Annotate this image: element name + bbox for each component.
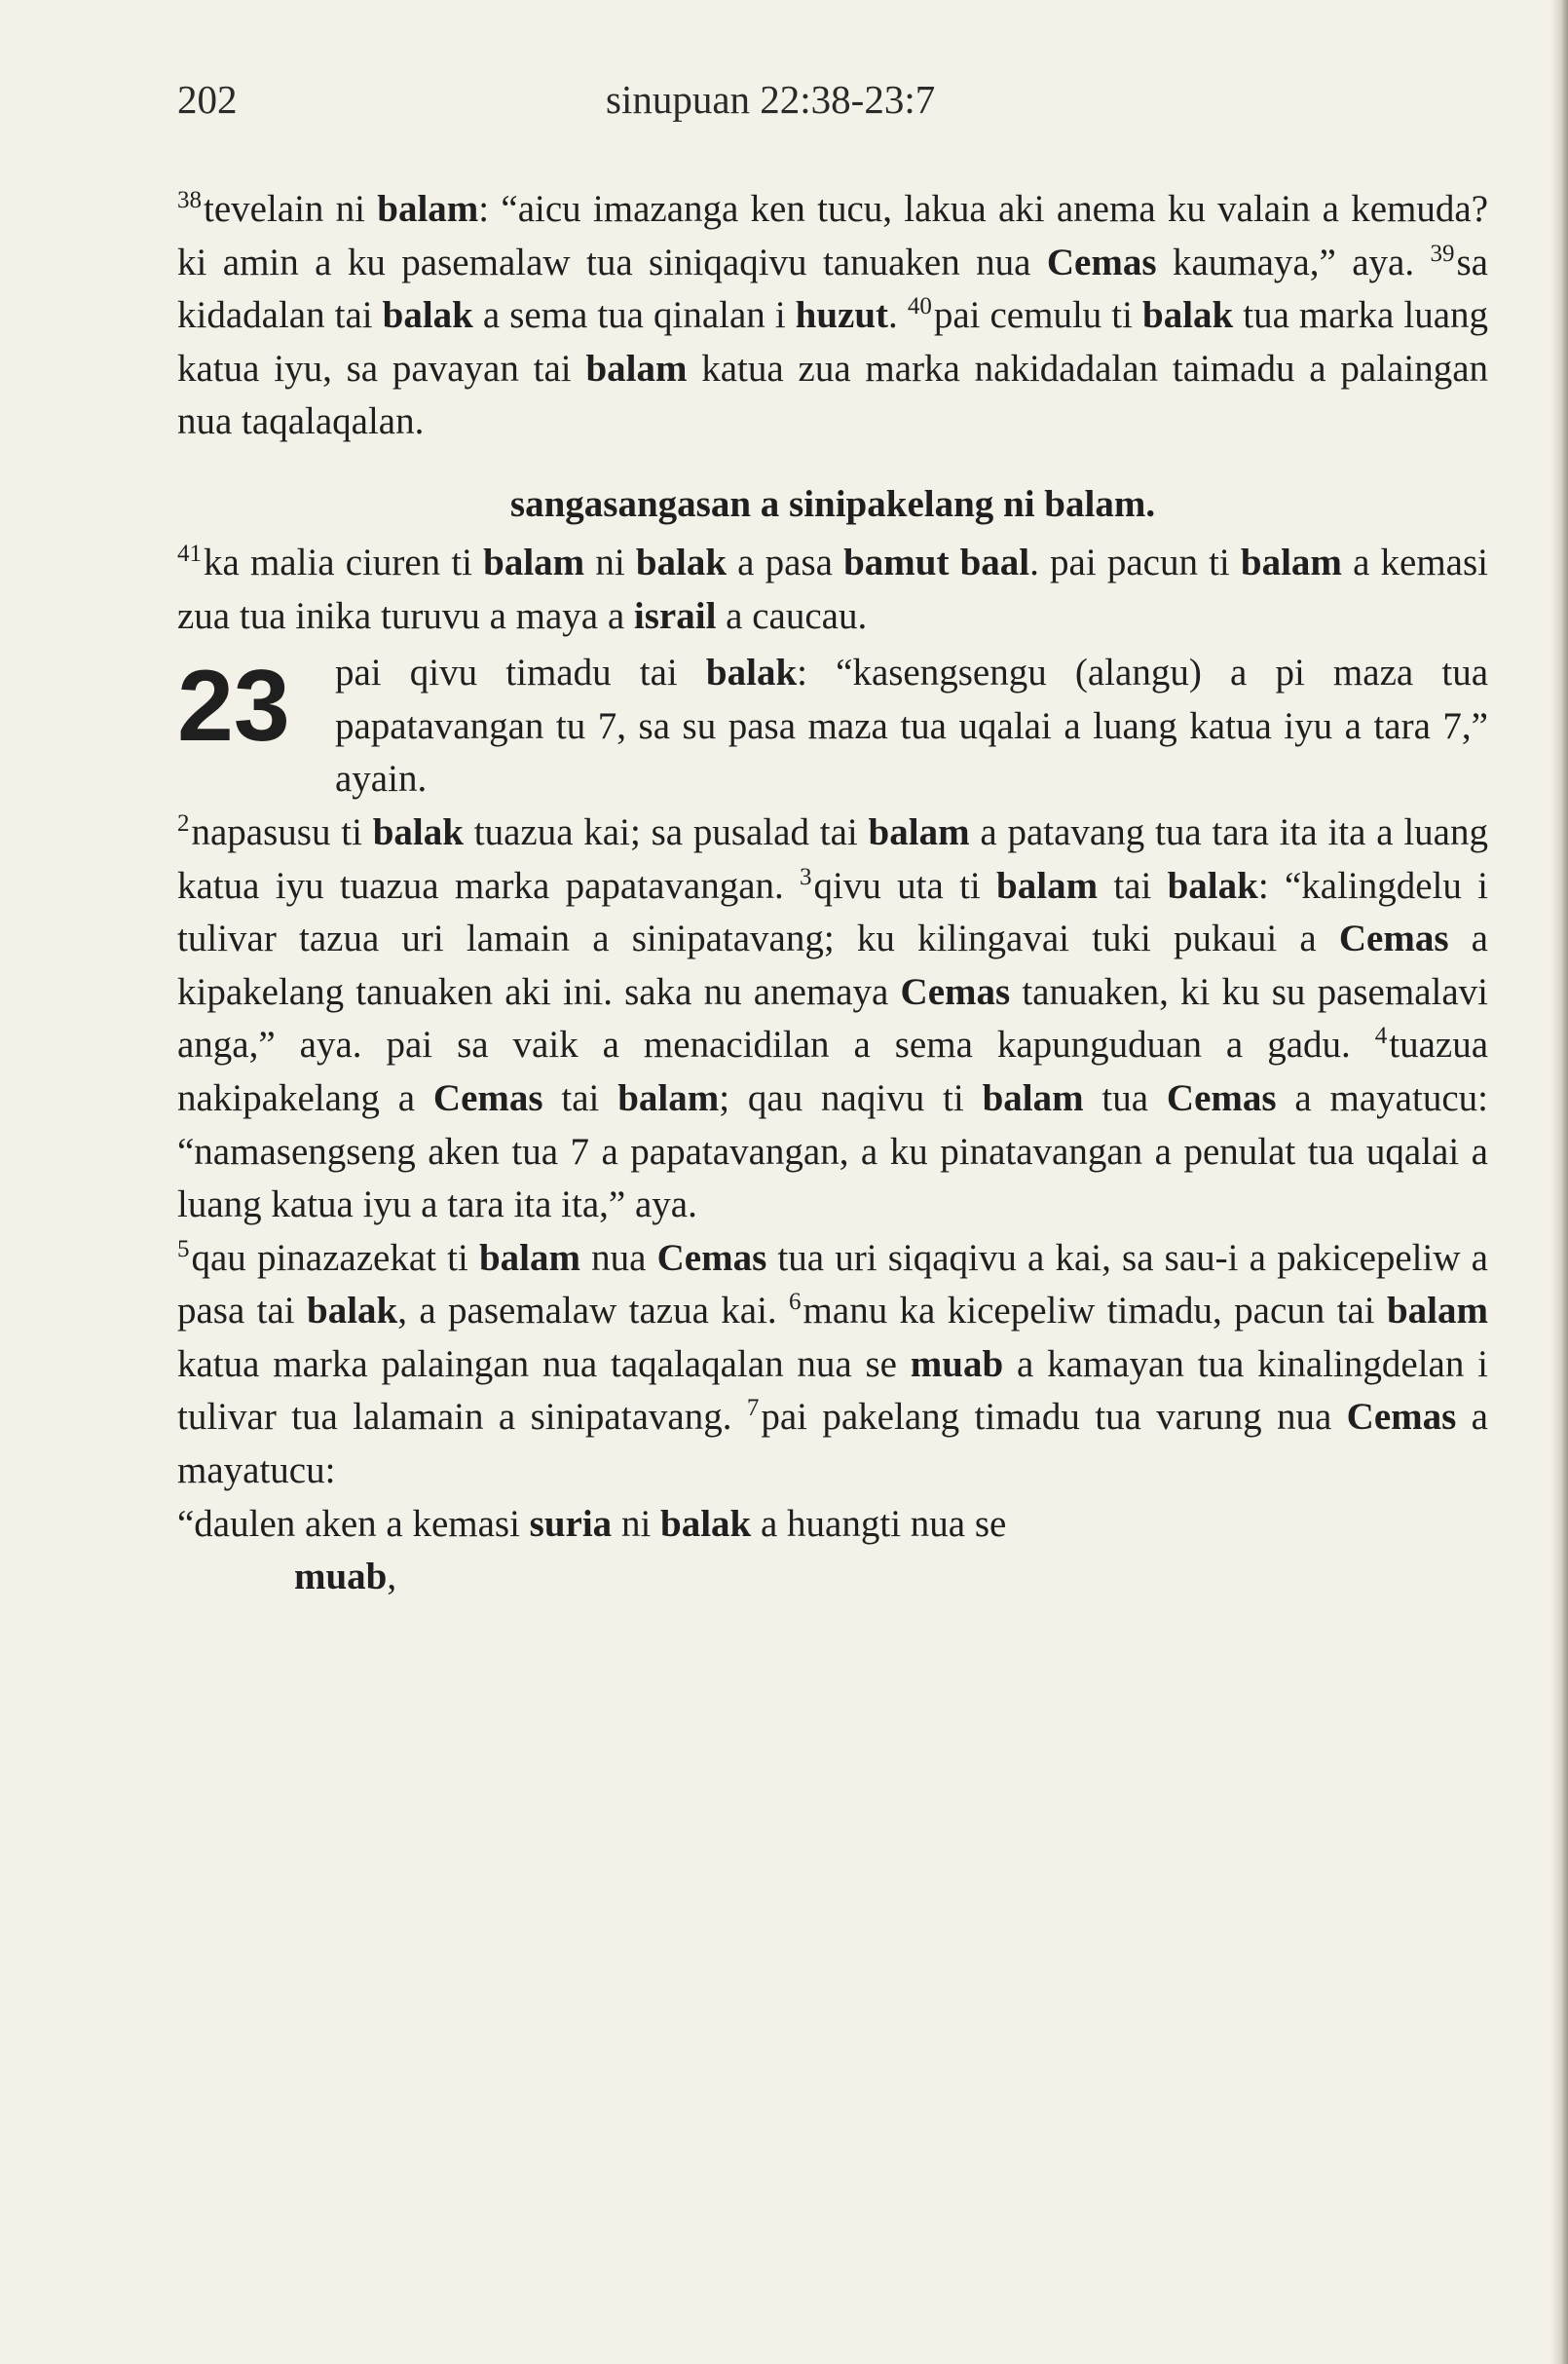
proper-name: balam	[585, 347, 688, 390]
paragraph-verses-38-40	[177, 183, 1488, 449]
verse-number: 5	[177, 1235, 190, 1262]
verse-text: tanuaken, ki ku su pasemalavi anga,” aya. pai sa vaik a menacidilan a sema kapunguduan a gadu.	[177, 970, 1488, 1067]
page-edge	[1550, 0, 1568, 2364]
page-number: 202	[177, 77, 238, 122]
verse-text: a caucau.	[716, 594, 868, 637]
paragraph-verses-2-4	[177, 807, 1488, 1232]
verse-text: . pai pacun ti	[1029, 541, 1241, 583]
verse-text: manu ka kicepeliw timadu, pacun tai	[803, 1290, 1387, 1332]
book-page	[177, 58, 1488, 1604]
proper-name: balak	[307, 1290, 398, 1332]
proper-name: balak	[1142, 294, 1234, 337]
verse-number: 3	[800, 863, 812, 890]
verse-text: a sema tua qinalan i	[472, 294, 796, 337]
running-header	[177, 58, 1488, 140]
proper-name: balam	[483, 541, 585, 583]
verse-number: 7	[746, 1395, 760, 1422]
verse-text: : “aicu imazanga ken tucu, lakua aki anema ku valain a kemuda? ki amin a ku pasemalaw tua siniqaqivu tanuaken nua	[177, 188, 1488, 283]
verse-text: a huangti nua se	[751, 1502, 1007, 1545]
verse-text: qau pinazazekat ti	[191, 1236, 479, 1279]
verse-text: : “kalingdelu i tulivar tazua uri lamain a sinipatavang; ku kilingavai tuki pukaui a	[177, 864, 1488, 960]
verse-text: ni	[584, 541, 636, 583]
verse-text: sa kidadalan tai	[177, 241, 1488, 337]
proper-name: balak	[705, 652, 798, 694]
verse-text: qivu uta ti	[813, 864, 997, 907]
proper-name: suria	[529, 1502, 613, 1545]
body-text	[177, 183, 1488, 1604]
verse-text: “daulen aken a kemasi	[177, 1502, 530, 1545]
proper-name: balam	[982, 1076, 1084, 1119]
proper-name: muab	[910, 1342, 1004, 1385]
verse-text: tuazua kai; sa pusalad tai	[463, 810, 869, 853]
proper-name: Cemas	[1166, 1076, 1277, 1119]
verse-text: a kamayan tua kinalingdelan i tulivar tua lalamain a sinipatavang.	[177, 1342, 1488, 1439]
verse-text: tua uri siqaqivu a kai, sa sau-i a pakicepeliw a pasa tai	[177, 1236, 1488, 1332]
proper-name: balam	[1386, 1290, 1488, 1332]
poetry-line-2	[177, 1551, 1488, 1604]
verse-text: .	[888, 294, 908, 337]
proper-name: balam	[617, 1076, 720, 1119]
paragraph-verses-5-7	[177, 1232, 1488, 1498]
proper-name: balam	[996, 864, 1099, 907]
proper-name: balam	[478, 1236, 580, 1279]
verse-text: ni	[612, 1502, 661, 1545]
verse-text: a pasa	[727, 541, 844, 583]
proper-name: balak	[635, 541, 728, 583]
verse-text: kaumaya,” aya.	[1156, 241, 1431, 283]
paragraph-verse-41	[177, 537, 1488, 643]
verse-text: a mayatucu: “namasengseng aken tua 7 a papatavangan, a ku pinatavangan a penulat tua uqalai a luang katua iyu a tara ita ita,” aya.	[177, 1076, 1488, 1226]
proper-name: muab	[294, 1556, 388, 1598]
proper-name: balak	[382, 294, 473, 337]
running-title: sinupuan 22:38-23:7	[606, 77, 936, 122]
proper-name: Cemas	[432, 1076, 543, 1119]
proper-name: Cemas	[1046, 241, 1157, 283]
chapter-23-opening	[177, 647, 1488, 807]
verse-number: 40	[907, 293, 932, 320]
verse-text: pai pakelang timadu tua varung nua	[761, 1396, 1347, 1439]
verse-text: pai cemulu ti	[933, 294, 1142, 337]
chapter-number: 23	[177, 650, 290, 764]
verse-text: tua marka luang katua iyu, sa pavayan tai	[177, 294, 1489, 390]
verse-text: , a pasemalaw tazua kai.	[397, 1290, 790, 1332]
proper-name: bamut baal	[843, 541, 1030, 583]
verse-text: tua	[1083, 1076, 1167, 1119]
proper-name: balak	[660, 1502, 752, 1545]
verse-text: tuazua nakipakelang a	[177, 1024, 1488, 1119]
verse-text: tai	[542, 1076, 618, 1119]
verse-text: tevelain ni	[204, 188, 378, 230]
proper-name: Cemas	[1338, 918, 1449, 960]
proper-name: balak	[372, 810, 464, 853]
verse-number: 41	[177, 540, 202, 567]
verse-text: ka malia ciuren ti	[204, 541, 484, 583]
verse-text: a patavang tua tara ita ita a luang katua iyu tuazua marka papatavangan.	[177, 810, 1488, 907]
verse-text: a mayatucu:	[177, 1396, 1488, 1492]
verse-number: 39	[1430, 240, 1455, 267]
proper-name: balam	[868, 810, 970, 853]
proper-name: israil	[633, 594, 717, 637]
verse-text: ,	[387, 1556, 397, 1598]
proper-name: Cemas	[656, 1236, 767, 1279]
verse-text: tai	[1098, 864, 1168, 907]
proper-name: Cemas	[900, 970, 1011, 1013]
proper-name: balam	[377, 188, 479, 230]
verse-text: a kemasi zua tua inika turuvu a maya a	[177, 541, 1488, 637]
poetry-line-1	[177, 1498, 1488, 1552]
verse-text: pai qivu timadu tai	[335, 652, 706, 694]
proper-name: Cemas	[1346, 1396, 1457, 1439]
verse-number: 6	[789, 1289, 802, 1316]
proper-name: balak	[1167, 864, 1258, 907]
proper-name: huzut	[795, 294, 889, 337]
verse-text: a kipakelang tanuaken aki ini. saka nu anemaya	[177, 918, 1488, 1013]
verse-text: katua zua marka nakidadalan taimadu a palaingan nua taqalaqalan.	[177, 347, 1488, 443]
verse-text: nua	[580, 1236, 657, 1279]
verse-text: : “kasengsengu (alangu) a pi maza tua papatavangan tu 7, sa su pasa maza tua uqalai a luang katua iyu a tara 7,” ayain.	[335, 652, 1489, 801]
verse-number: 38	[177, 187, 202, 213]
verse-text: napasusu ti	[191, 810, 373, 853]
proper-name: balam	[1240, 541, 1342, 583]
verse-text: ; qau naqivu ti	[719, 1076, 983, 1119]
verse-number: 4	[1374, 1023, 1388, 1050]
verse-text: katua marka palaingan nua taqalaqalan nua se	[177, 1342, 911, 1385]
section-heading: sangasangasan a sinipakelang ni balam.	[509, 482, 1156, 525]
verse-number: 2	[177, 809, 190, 837]
paragraph-verse-1	[177, 647, 1488, 807]
